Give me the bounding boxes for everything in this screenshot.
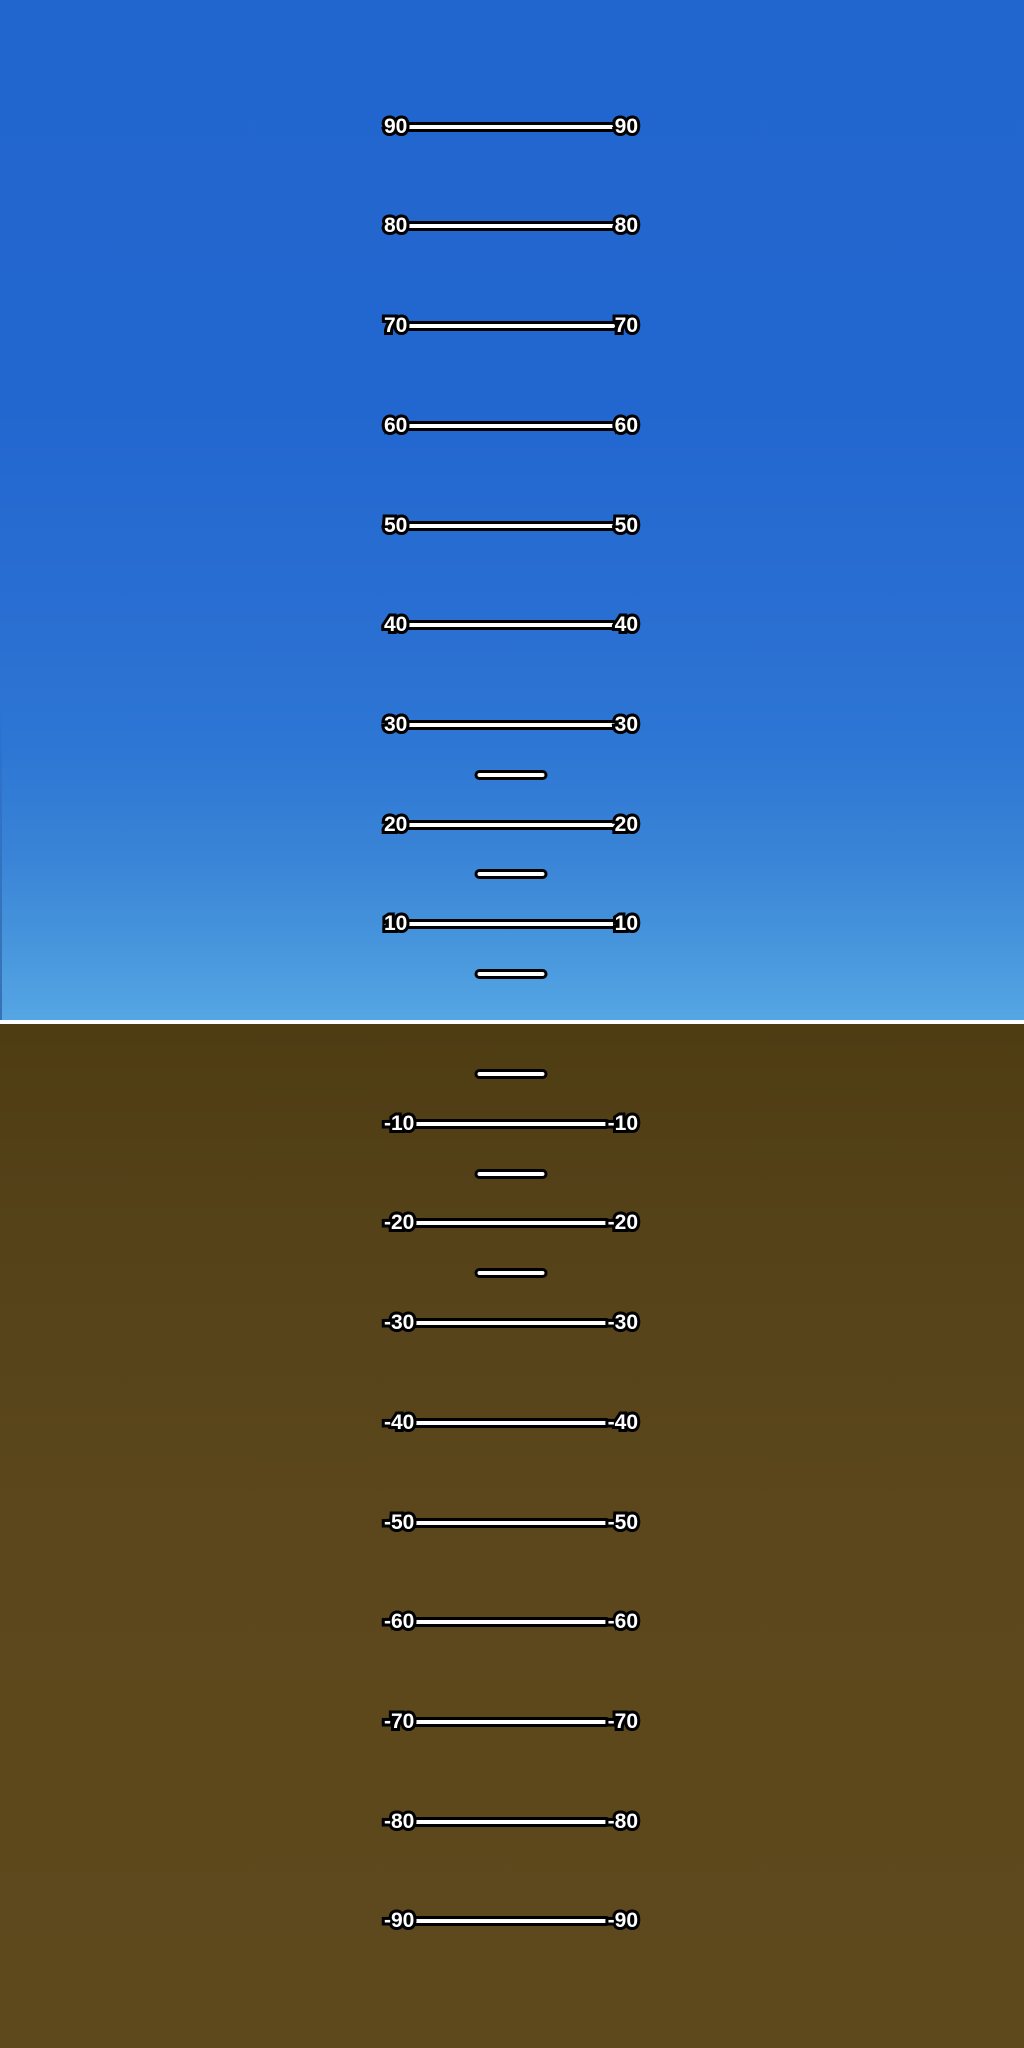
pitch-label-left-30: 30 — [384, 712, 408, 736]
pitch-line-bar--80 — [411, 1817, 610, 1827]
pitch-line--20 — [384, 1209, 638, 1237]
pitch-line-bar--20 — [411, 1218, 610, 1228]
pitch-tick--25 — [475, 1268, 548, 1278]
pitch-line--50 — [384, 1509, 638, 1537]
pitch-line-bar--50 — [411, 1518, 610, 1528]
pitch-line--70 — [384, 1708, 638, 1736]
pitch-label-right-10: 10 — [614, 912, 638, 936]
pitch-label-right-80: 80 — [614, 214, 638, 238]
pitch-label-left--40: -40 — [384, 1410, 415, 1434]
pitch-line-bar--10 — [411, 1119, 610, 1129]
pitch-label-right-90: 90 — [614, 114, 638, 138]
pitch-line-60 — [384, 412, 638, 440]
pitch-line-bar-40 — [404, 620, 617, 630]
pitch-label-left--80: -80 — [384, 1809, 415, 1833]
pitch-label-left-50: 50 — [384, 513, 408, 537]
pitch-line--80 — [384, 1808, 638, 1836]
pitch-tick-5 — [475, 969, 548, 979]
pitch-line-bar--60 — [411, 1617, 610, 1627]
pitch-tick--15 — [475, 1169, 548, 1179]
pitch-line-bar--70 — [411, 1717, 610, 1727]
pitch-label-left-40: 40 — [384, 613, 408, 637]
pitch-line--30 — [384, 1309, 638, 1337]
pitch-label-left--70: -70 — [384, 1709, 415, 1733]
pitch-tick-15 — [475, 869, 548, 879]
pitch-label-right-20: 20 — [614, 812, 638, 836]
pitch-line-20 — [384, 811, 638, 839]
pitch-label-left-10: 10 — [384, 912, 408, 936]
pitch-label-right--20: -20 — [607, 1211, 638, 1235]
pitch-tick-25 — [475, 770, 548, 780]
pitch-line--40 — [384, 1409, 638, 1437]
pitch-line--90 — [384, 1907, 638, 1935]
pitch-label-right-60: 60 — [614, 413, 638, 437]
pitch-line--10 — [384, 1110, 638, 1138]
pitch-line-10 — [384, 910, 638, 938]
pitch-line-bar-20 — [404, 820, 617, 830]
pitch-label-left--50: -50 — [384, 1510, 415, 1534]
pitch-label-left-80: 80 — [384, 214, 408, 238]
pitch-label-right--90: -90 — [607, 1909, 638, 1933]
pitch-line-bar--40 — [411, 1418, 610, 1428]
pitch-label-right-40: 40 — [614, 613, 638, 637]
pitch-line-bar-50 — [404, 521, 617, 531]
pitch-line--60 — [384, 1608, 638, 1636]
pitch-label-left-60: 60 — [384, 413, 408, 437]
pitch-label-left-70: 70 — [384, 314, 408, 338]
pitch-label-right-30: 30 — [614, 712, 638, 736]
pitch-line-40 — [384, 611, 638, 639]
pitch-label-left--60: -60 — [384, 1610, 415, 1634]
pitch-label-right--60: -60 — [607, 1610, 638, 1634]
pitch-label-left--90: -90 — [384, 1909, 415, 1933]
pitch-line-bar-30 — [404, 720, 617, 730]
pitch-line-bar-60 — [404, 421, 617, 431]
pitch-label-left--30: -30 — [384, 1311, 415, 1335]
pitch-label-right--40: -40 — [607, 1410, 638, 1434]
pitch-label-right--80: -80 — [607, 1809, 638, 1833]
pitch-label-right-70: 70 — [614, 314, 638, 338]
pitch-line-bar--90 — [411, 1916, 610, 1926]
pitch-label-right--50: -50 — [607, 1510, 638, 1534]
pitch-line-bar-70 — [404, 321, 617, 331]
pitch-label-left-90: 90 — [384, 114, 408, 138]
pitch-label-left--10: -10 — [384, 1111, 415, 1135]
pitch-line-90 — [384, 113, 638, 141]
pitch-line-80 — [384, 212, 638, 240]
pitch-line-bar-90 — [404, 122, 617, 132]
pitch-line-bar--30 — [411, 1318, 610, 1328]
pitch-label-right--70: -70 — [607, 1709, 638, 1733]
pitch-label-left-20: 20 — [384, 812, 408, 836]
pitch-label-left--20: -20 — [384, 1211, 415, 1235]
pitch-line-30 — [384, 711, 638, 739]
pitch-label-right--10: -10 — [607, 1111, 638, 1135]
pitch-label-right--30: -30 — [607, 1311, 638, 1335]
pitch-line-bar-10 — [404, 919, 617, 929]
pitch-tick--5 — [475, 1069, 548, 1079]
pitch-label-right-50: 50 — [614, 513, 638, 537]
pitch-line-70 — [384, 312, 638, 340]
pitch-line-bar-80 — [404, 221, 617, 231]
pitch-line-50 — [384, 512, 638, 540]
